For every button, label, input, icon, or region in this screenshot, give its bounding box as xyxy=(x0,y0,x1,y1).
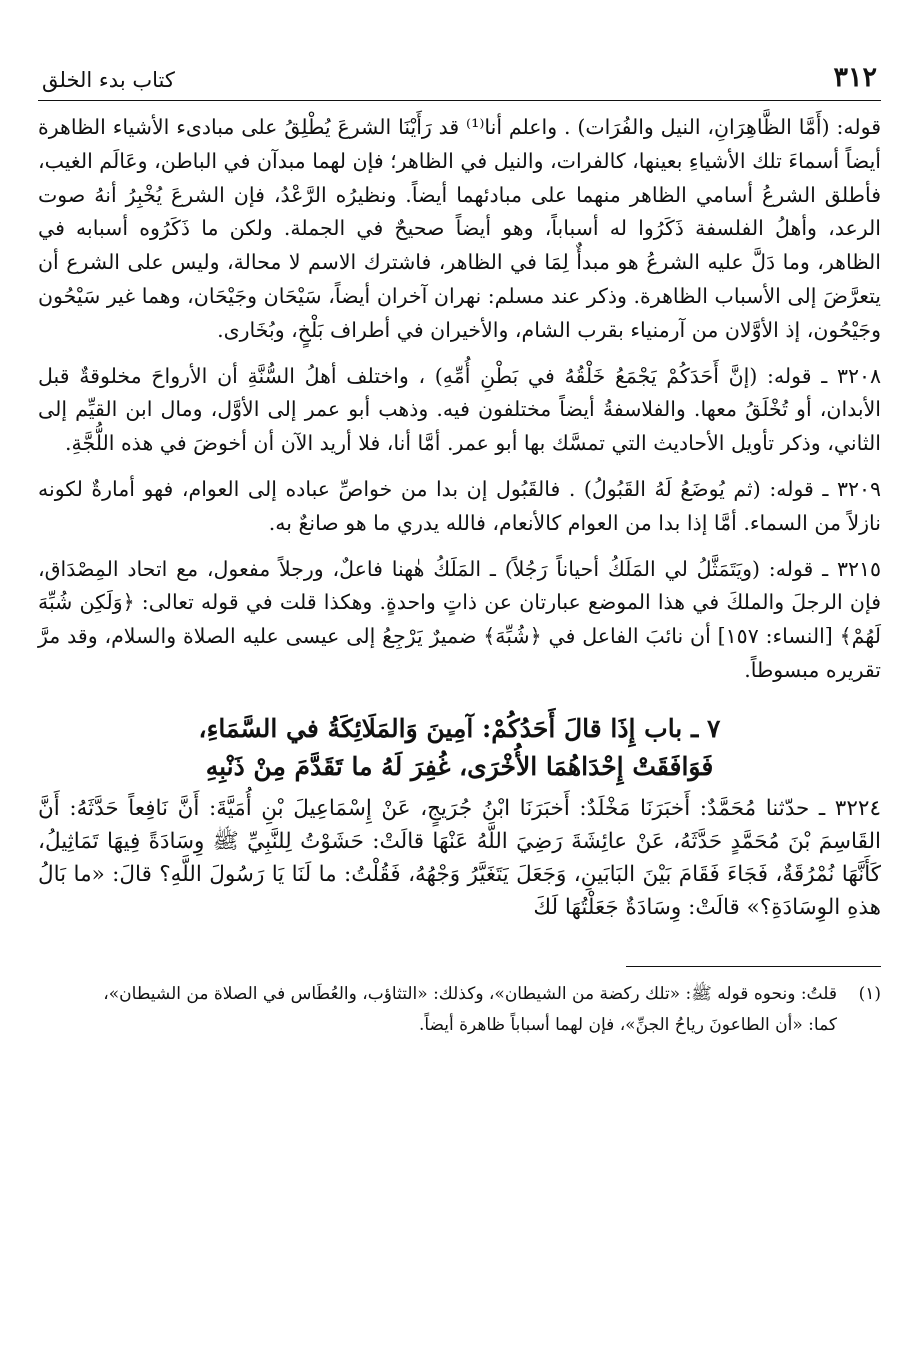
commentary-paragraph-3208: ٣٢٠٨ ـ قوله: (إنَّ أَحَدَكُمْ يَجْمَعُ خَلْقُهُ في بَطْنِ أُمِّهِ) ، واختلف أهلُ السُّنَّةِ أن الأرواحَ مخلوقةٌ قبل الأبدان، أو تُخْلَقُ معها. والفلاسفةُ أيضاً مختلفون فيه. وذهب أبو عمر إلى الأوَّل، ومال ابن القيِّم إلى الثاني، وذكر تأويل الأحاديث التي تمسَّك بها أبو عمر. أمَّا أنا، فلا أريد الآن أن أخوضَ في هذه اللُّجَّةِ. xyxy=(38,363,881,456)
footnote-line-2: كما: «أن الطاعونَ رياحُ الجنِّ»، فإن لهما أسباباً ظاهرة أيضاً. xyxy=(418,1014,837,1035)
commentary-paragraph-1: قوله: (أَمَّا الظَّاهِرَانِ، النيل والفُرَات) . واعلم أنا⁽¹⁾ قد رَأَيْنَا الشرعَ يُطْلِقُ على مبادىء الأشياء الظاهرة أيضاً أسماءَ تلك الأشياءِ بعينها، كالفرات، والنيل في الظاهر؛ فإن لهما مبدآن في الباطن، وعَالَم الغيب، فأطلق الشرعُ أسامي الظاهر منهما على مبادئهما أيضاً. ونظيرُه الرَّعْدُ، فإن الشرعَ يُخْبِرُ أنهُ صوت الرعد، وأهلُ الفلسفة ذَكَرُوا له أسباباً، وهو أيضاً صحيحٌ في الجملة. ولكن ما ذَكَرُوه أسبابه في الظاهر، وما دَلَّ عليه الشرعُ هو مبدأٌ لِمَا في الظاهر، فاشترك الاسم لا محالة، وليس على الشرع أن يتعرَّضَ إلى الأسباب الظاهرة. وذكر عند مسلم: نهران آخران أيضاً، سَيْحَان وجَيْحَان، وهما غير سَيْحُون وجَيْحُون، إذ الأوَّلان من آرمنياء بقرب الشام، والأخيران في أطراف بَلْخٍ، وبُخَارى. xyxy=(38,115,881,342)
commentary-paragraph-3209: ٣٢٠٩ ـ قوله: (ثم يُوضَعُ لَهُ القَبُولُ) . فالقَبُول إن بدا من خواصِّ عباده إلى العوام، فهو أمارةٌ لكونه نازلاً من السماء. أمَّا إذا بدا من العوام كالأنعام، فالله يدري ما هو صانعٌ به. xyxy=(38,476,881,535)
running-header xyxy=(38,60,881,101)
book-title: كتاب بدء الخلق xyxy=(42,68,175,92)
footnotes xyxy=(38,979,881,1041)
footnote-divider xyxy=(626,966,881,967)
footnote-1 xyxy=(38,979,881,1010)
footnote-marker: (١) xyxy=(858,983,881,1004)
chapter-heading xyxy=(38,710,881,786)
hadith-3224: ٣٢٢٤ ـ حدّثنا مُحَمَّدٌ: أَخبَرَنَا مَخْلَدٌ: أَخبَرَنَا ابْنُ جُرَيجٍ، عَنْ إِسْمَاعِيلَ بْنِ أُمَيَّةَ: أَنَّ نَافِعاً حَدَّثَهُ: أَنَّ القَاسِمَ بْنَ مُحَمَّدٍ حَدَّثَهُ، عَنْ عائِشَةَ رَضِيَ اللَّهُ عَنْهَا قالَتْ: حَشَوْتُ لِلنَّبِيِّ ﷺ وِسَادَةً فِيهَا تَمَاثِيلُ، كَأَنَّهَا نُمْرُقَةٌ، فَجَاءَ فَقَامَ بَيْنَ البَابَينِ، وَجَعَلَ يَتَغَيَّرُ وَجْهُهُ، فَقُلْتُ: ما لَنَا يَا رَسُولَ اللَّهِ؟ قالَ: «ما بَالُ هذهِ الوِسَادَةِ؟» قالَتْ: وِسَادَةٌ جَعَلْتُهَا لَكَ xyxy=(38,795,881,920)
page-number: ٣١٢ xyxy=(833,62,877,93)
footnote-line-1: قلتُ: ونحوه قوله ﷺ: «تلك ركضة من الشيطان»، وكذلك: «التثاؤب، والعُطَاس في الصلاة من الشيطان»، xyxy=(103,983,837,1004)
chapter-heading-line-2: فَوَافَقَتْ إِحْدَاهُمَا الأُخْرَى، غُفِرَ لَهُ ما تَقَدَّمَ مِنْ ذَنْبِهِ xyxy=(205,751,714,781)
commentary-paragraph-3215: ٣٢١٥ ـ قوله: (ويَتَمَثَّلُ لي المَلَكُ أحياناً رَجُلاً) ـ المَلَكُ هٰهنا فاعلٌ، ورجلاً مفعول، مع اتحاد المِصْدَاق، فإن الرجلَ والملكَ في هذا الموضع عبارتان عن ذاتٍ واحدةٍ. وهكذا قلت في قوله تعالى: ﴿وَلَكِن شُبِّهَ لَهُمْ﴾ [النساء: ١٥٧] أن نائبَ الفاعل في ﴿شُبِّهَ﴾ ضميرٌ يَرْجِعُ إلى عيسى عليه الصلاة والسلام، وقد مرَّ تقريره مبسوطاً. xyxy=(38,556,881,682)
chapter-heading-line-1: ٧ ـ باب إِذَا قالَ أَحَدُكُمْ: آمِينَ وَالمَلَائِكَةُ في السَّمَاءِ، xyxy=(198,713,721,743)
